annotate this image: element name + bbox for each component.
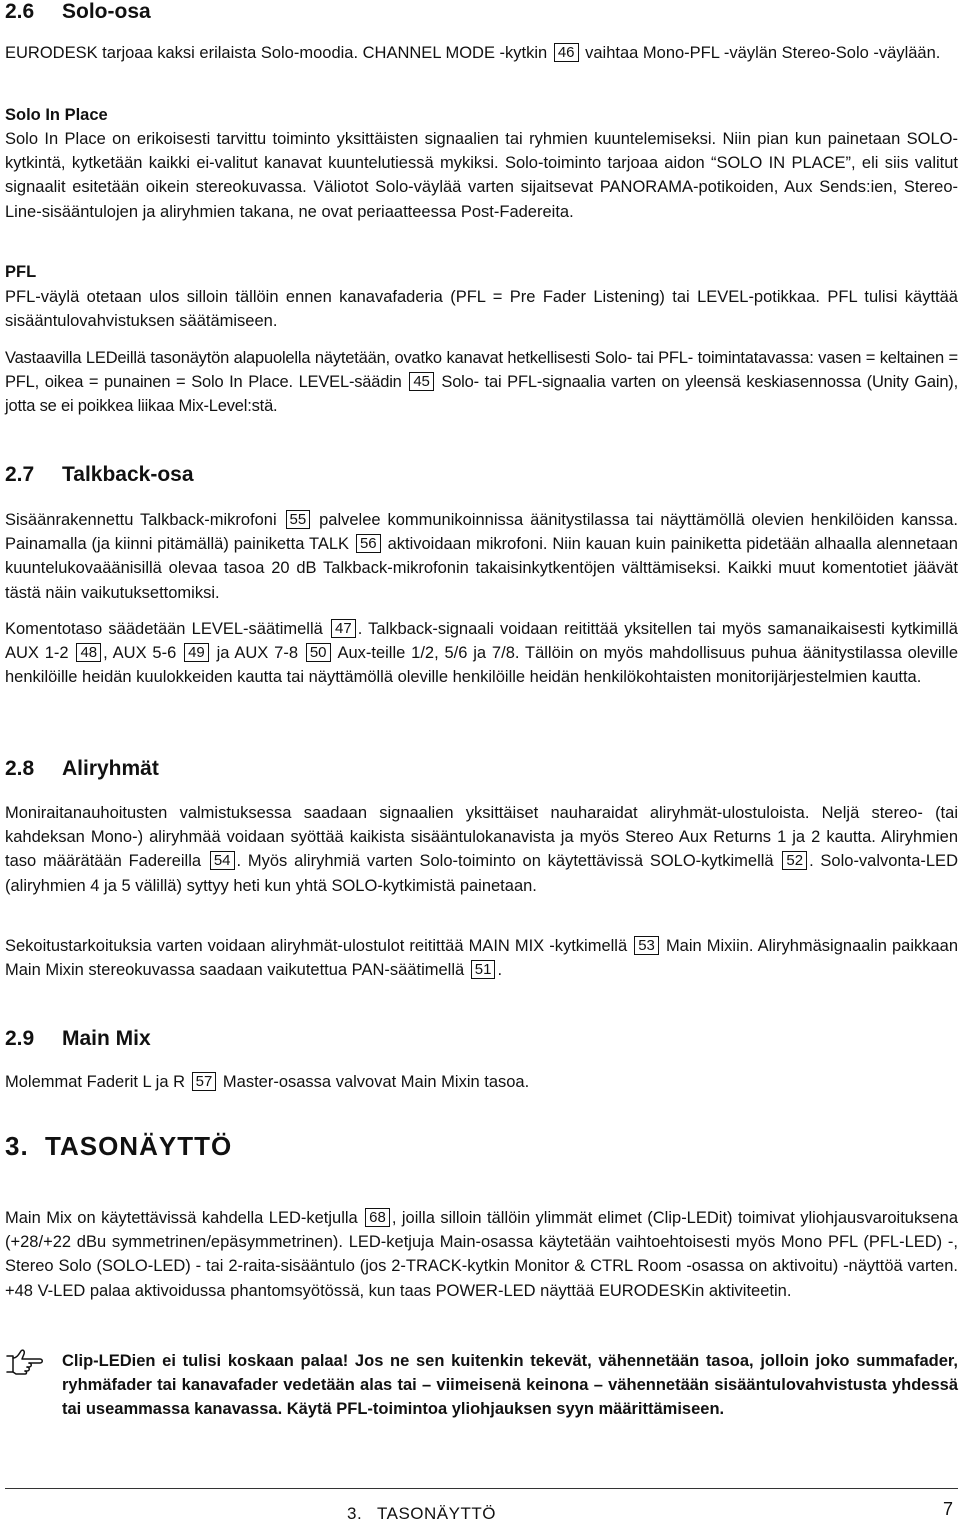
subgroups-paragraph-2 [5,934,958,982]
level-meter-paragraph [5,1206,958,1303]
text-run: EURODESK tarjoaa kaksi erilaista Solo-moodia. CHANNEL MODE -kytkin [5,44,548,62]
reference-number: 51 [471,960,496,979]
section-heading-2-6 [5,0,151,24]
text-run: Main Mix on käytettävissä kahdella LED-ketjulla [5,1209,358,1227]
reference-number: 55 [286,510,311,529]
chapter-number: 3. [5,1131,29,1161]
section-number: 2.8 [5,757,35,780]
section-heading-2-8 [5,757,159,781]
text-run: Master-osassa valvovat Main Mixin tasoa. [222,1073,530,1091]
main-mix-paragraph [5,1070,958,1094]
section-heading-2-7 [5,463,194,487]
section-title: Solo-osa [62,0,151,23]
text-run: . Myös aliryhmiä varten Solo-toiminto on käytettävissä SOLO-kytkimellä [236,852,774,871]
footer-chapter-number: 3. [347,1504,363,1523]
text-run: . Solo-valvonta-LED (aliryhmien 4 ja 5 välillä) syttyy heti kun yhtä SOLO-kytkimistä painetaan. [5,852,958,895]
footer-divider [5,1488,958,1489]
text-run: vaihtaa Mono-PFL -väylän Stereo-Solo -väylään. [585,44,941,62]
reference-number: 52 [782,851,807,870]
talkback-paragraph-1 [5,508,958,605]
section-title: Main Mix [62,1027,151,1050]
reference-number: 50 [306,643,331,662]
text-run: Komentotaso säädetään LEVEL-säätimellä [5,620,323,638]
reference-number: 56 [356,534,381,553]
solo-intro-paragraph [5,41,958,65]
section-heading-2-9 [5,1027,151,1051]
text-run: Main Mixiin. Aliryhmäsignaalin paikkaan Main Mixin stereokuvassa saadaan vaikutettua PAN-säätimellä [5,937,959,980]
page-number: 7 [942,1499,953,1519]
text-run: Sisäänrakennettu Talkback-mikrofoni [5,511,277,529]
led-paragraph [5,346,958,419]
text-run: , joilla silloin tällöin ylimmät elimet (Clip-LEDit) toimivat yliohjausvaroituksena (+28/+22 dBu symmetrinen/epäsymmetrinen). LED-ketjuja Main-osassa käytetään vaihtoehtoisesti myös Mono PFL (PFL-LED) -, Stereo Solo (SOLO-LED) - tai 2-raita-sisääntulo (jos 2-TRACK-kytkin Monitor & CTRL Room -osassa on aktivoitu) -näyttöä varten. +48 V-LED palaa aktivoidussa phantomsyötössä, kun taas POWER-LED näyttää EURODESKin aktiviteetin. [5,1209,958,1300]
chapter-title: TASONÄYTTÖ [45,1131,233,1161]
section-number: 2.7 [5,463,35,486]
talkback-paragraph-2 [5,617,958,690]
chapter-heading-3 [5,1131,232,1162]
footer-chapter-title [347,1504,496,1524]
text-run: palvelee kommunikoinnissa äänitystilassa tai näyttämöllä olevien henkilöiden kanssa. Painamalla (ja kiinni pitämällä) painiketta TALK [5,511,958,554]
section-number: 2.9 [5,1027,35,1050]
subheading-pfl: PFL [5,263,37,281]
section-number: 2.6 [5,0,35,23]
reference-number: 57 [192,1072,217,1091]
reference-number: 48 [76,643,101,662]
reference-number: 46 [554,43,579,62]
section-title: Talkback-osa [62,463,194,486]
text-run: Solo- tai PFL-signaalia varten on yleensä keskiasennossa (Unity Gain), jotta se ei poikkea liikaa Mix-Level:stä. [5,373,958,416]
text-run: Vastaavilla LEDeillä tasonäytön alapuolella näytetään, ovatko kanavat hetkellisesti Solo- tai PFL- toimintatavassa: vasen = keltainen = PFL, oikea = punainen = Solo In Place. LEVEL-säädin [5,349,958,392]
reference-number: 49 [184,643,209,662]
reference-number: 68 [365,1208,390,1227]
subheading-solo-in-place: Solo In Place [5,106,108,124]
warning-note: Clip-LEDien ei tulisi koskaan palaa! Jos ne sen kuitenkin tekevät, vähennetään tasoa, jolloin joko summafader, ryhmäfader tai kanavafader vedetään alas tai – viimeisenä keinona – vähennetään sisääntulovahvistusta yhdessä tai useammassa kanavassa. Käytä PFL-toimintoa yliohjauksen syyn määrittämiseen. [62,1352,958,1419]
text-run: Molemmat Faderit L ja R [5,1073,186,1091]
pointing-hand-icon [5,1348,45,1378]
subgroups-paragraph-1 [5,801,958,898]
text-run: . Talkback-signaali voidaan reitittää yksitellen tai myös samanaikaisesti kytkimillä AUX 1-2 [5,620,958,663]
pfl-paragraph: PFL-väylä otetaan ulos silloin tällöin ennen kanavafaderia (PFL = Pre Fader Listening) tai LEVEL-potikkaa. PFL tulisi käyttää sisääntulovahvistuksen säätämiseen. [5,288,958,331]
reference-number: 54 [210,851,235,870]
reference-number: 53 [634,936,659,955]
text-run: Aux-teille 1/2, 5/6 ja 7/8. Tällöin on myös mahdollisuus puhua äänitystilassa oleville henkilöille heidän kuulokkeiden kautta tai näyttämöllä oleville henkilöille heidän henkilökohtaisten monitorijärjestelmien kautta. [5,644,959,687]
section-title: Aliryhmät [62,757,159,780]
text-run: Sekoitustarkoituksia varten voidaan aliryhmät-ulostulot reitittää MAIN MIX -kytkimellä [5,937,628,955]
footer-chapter-name: TASONÄYTTÖ [377,1504,496,1523]
text-run: , AUX 5-6 [103,644,177,663]
solo-in-place-paragraph: Solo In Place on erikoisesti tarvittu toiminto yksittäisten signaalien tai ryhmien kuuntelemiseksi. Niin pian kun painetaan SOLO-kytkintä, kytketään kaikki ei-valitut kanavat kuuntelutiessä mykiksi. Solo-toiminto tarjoaa aidon “SOLO IN PLACE”, eli siis valitut signaalit esitetään oikein stereokuvassa. Väliotot Solo-väylää varten sijaitsevat PANORAMA-potikoiden, Aux Sends:ien, Stereo-Line-sisääntulojen ja aliryhmien takana, ne ovat periaatteessa Post-Fadereita. [5,130,958,221]
reference-number: 47 [331,619,356,638]
text-run: Moniraitanauhoitusten valmistuksessa saadaan signaalien yksittäiset nauharaidat aliryhmät-ulostuloista. Neljä stereo- (tai kahdeksan Mono-) aliryhmää voidaan syöttää kaikista sisääntulokanavista ja myös Stereo Aux Returns 1 ja 2 kautta. Aliryhmien taso määrätään Fadereilla [5,804,958,871]
reference-number: 45 [409,372,433,391]
text-run: aktivoidaan mikrofoni. Niin kauan kuin painiketta pidetään alhaalla alennetaan kuuntelukovaäänisillä olevaa tasoa 20 dB Talkback-mikrofonin takaisinkytkentöjen välttämiseksi. Kaikki muut komentotiet jäävät tästä näin vaikutuksettomiksi. [5,535,958,602]
text-run: . [497,961,503,980]
text-run: ja AUX 7-8 [216,644,298,663]
